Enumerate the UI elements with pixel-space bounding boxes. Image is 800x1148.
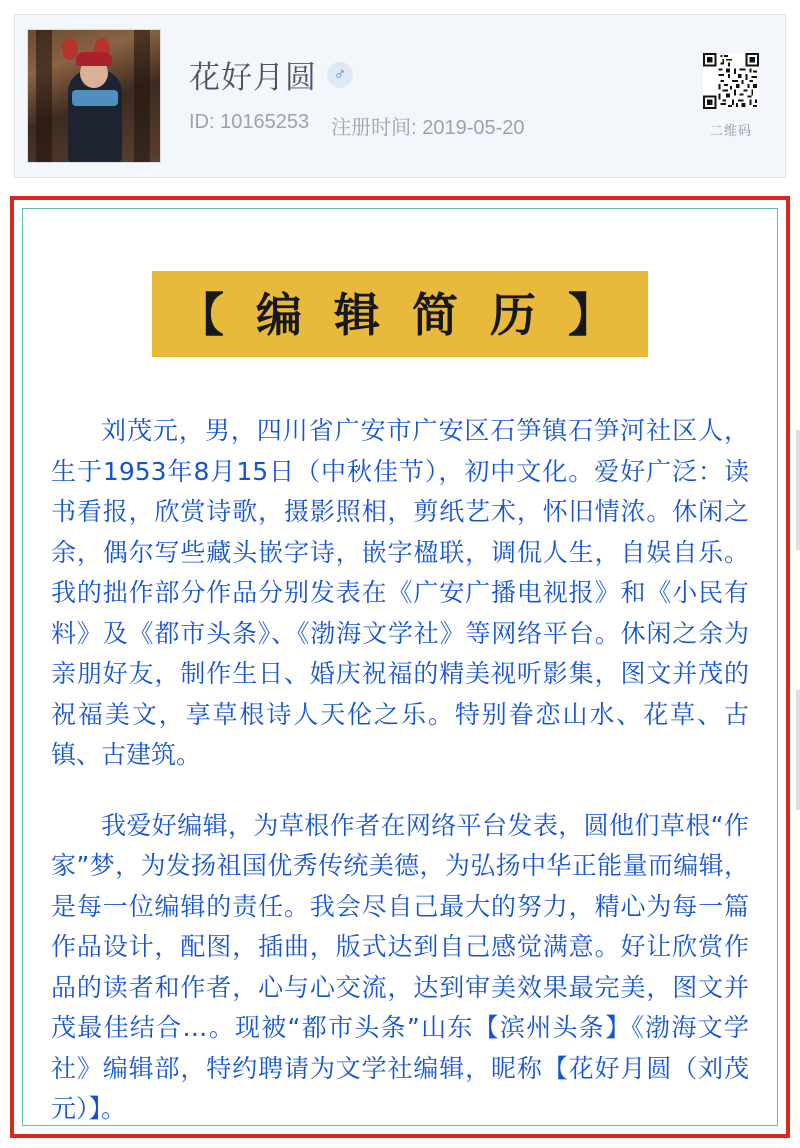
- article-paragraph: 刘茂元，男，四川省广安市广安区石笋镇石笋河社区人，生于1953年8月15日（中秋佳节），初中文化。爱好广泛：读书看报，欣赏诗歌，摄影照相，剪纸艺术，怀旧情浓。休闲之余，偶尔写些藏头嵌字诗，嵌字楹联，调侃人生，自娱自乐。我的拙作部分作品分别发表在《广安广播电视报》和《小民有料》及《都市头条》、《渤海文学社》等网络平台。休闲之余为亲朋好友，制作生日、婚庆祝福的精美视听影集，图文并茂的祝福美文，享草根诗人天伦之乐。特别眷恋山水、花草、古镇、古建筑。: [51, 416, 749, 769]
- avatar-figure-scarf: [72, 90, 118, 106]
- profile-card: [14, 14, 786, 178]
- male-symbol-icon: ♂: [327, 62, 353, 88]
- page-title: 【 编 辑 简 历 】: [152, 271, 648, 357]
- profile-name-row: [189, 52, 703, 97]
- article-frame: [10, 196, 790, 1138]
- article-body: [22, 208, 778, 1126]
- profile-id: ID: 10165253: [189, 111, 310, 133]
- profile-meta-row: [189, 111, 703, 140]
- scroll-mark: [796, 690, 800, 810]
- avatar[interactable]: [27, 29, 161, 163]
- profile-nickname: 花好月圆: [189, 60, 317, 95]
- profile-register-time: 注册时间: 2019-05-20: [331, 117, 525, 139]
- profile-info: [161, 52, 703, 140]
- article-text: [51, 411, 749, 1126]
- article-paragraph: 我爱好编辑，为草根作者在网络平台发表，圆他们草根“作家”梦，为发扬祖国优秀传统美德，为弘扬中华正能量而编辑，是每一位编辑的责任。我会尽自己最大的努力，精心为每一篇作品设计，配图，插曲，版式达到自己感觉满意。好让欣赏作品的读者和作者，心与心交流，达到审美效果最完美，图文并茂最佳结合…。现被“都市头条”山东【滨州头条】《渤海文学社》编辑部，特约聘请为文学社编辑，昵称【花好月圆（刘茂元）】。: [51, 810, 749, 1123]
- avatar-figure-hat: [76, 52, 112, 66]
- page-title-wrap: [51, 271, 749, 357]
- qr-code-icon[interactable]: [703, 53, 759, 109]
- avatar-decoration: [134, 30, 150, 162]
- qr-label: 二维码: [709, 123, 752, 138]
- avatar-decoration: [36, 30, 52, 162]
- qr-block[interactable]: [703, 53, 759, 139]
- scroll-mark: [796, 430, 800, 550]
